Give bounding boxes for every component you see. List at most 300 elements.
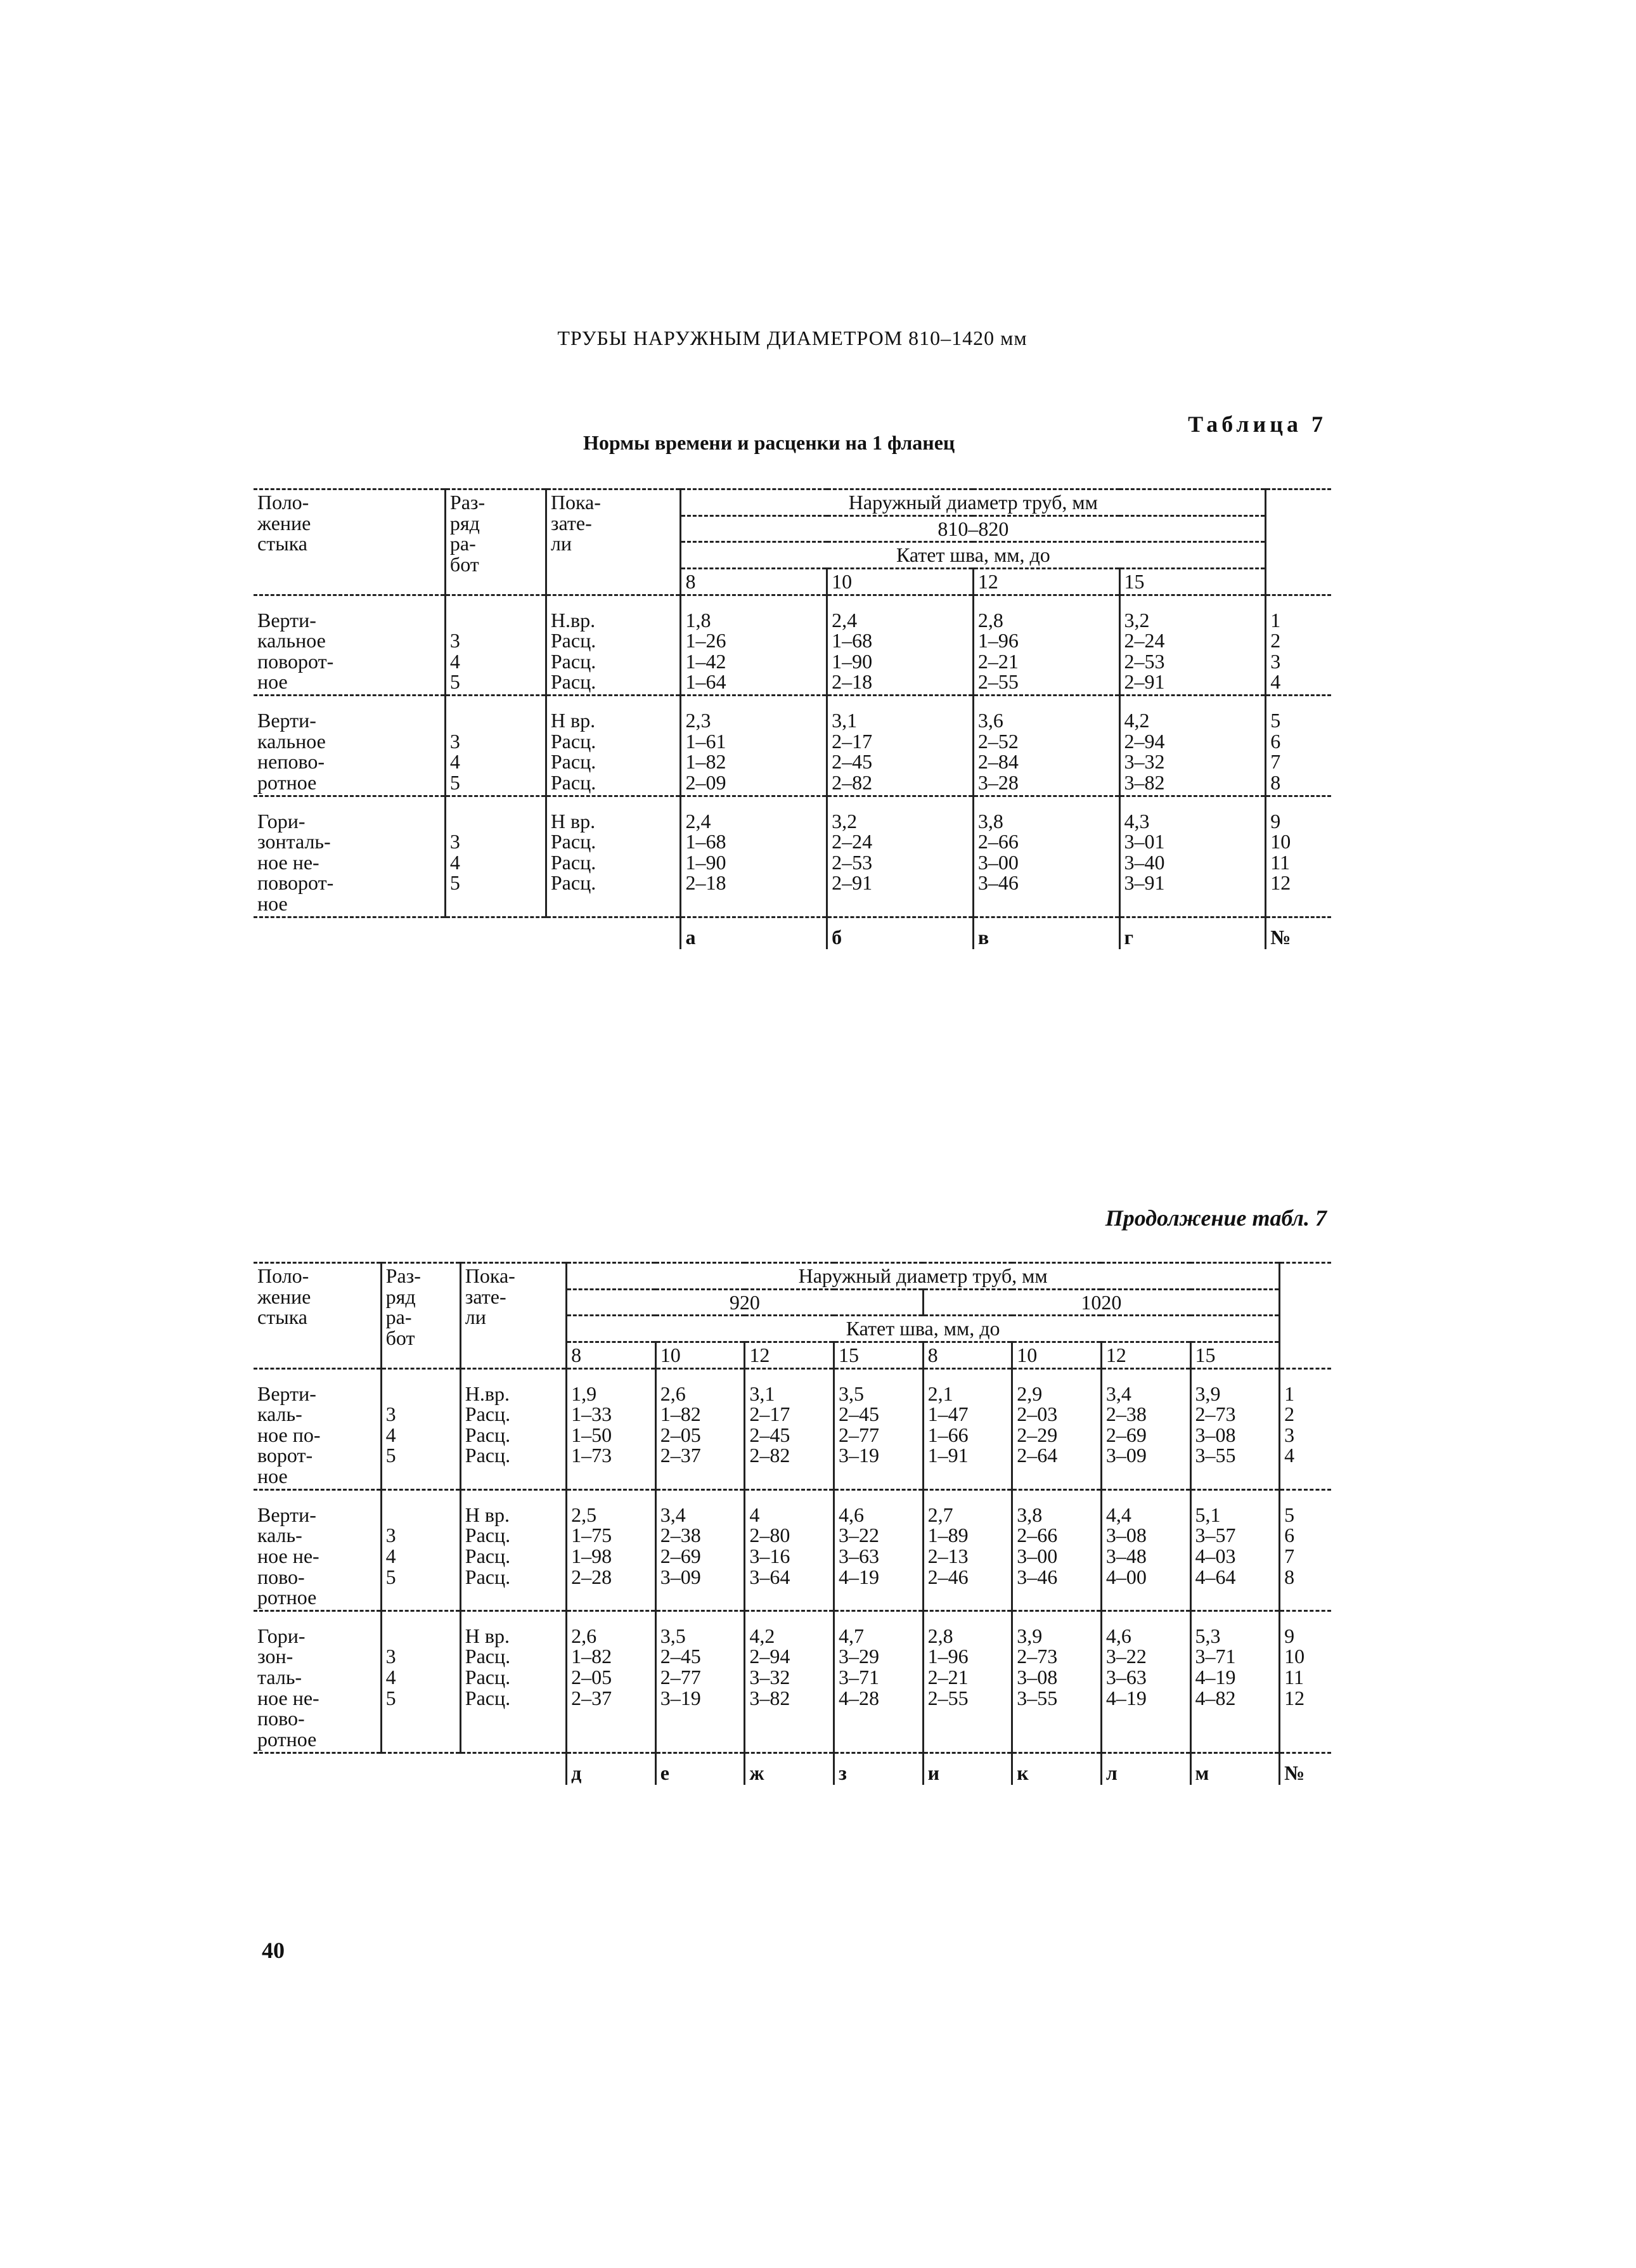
weld-size: 12 [745, 1342, 834, 1368]
value: 2–24 [832, 830, 873, 853]
group-position [254, 696, 445, 796]
value: 1–33 [571, 1403, 612, 1426]
value: 3–71 [839, 1666, 880, 1688]
value-cell [827, 696, 974, 796]
value: 3,4 [660, 1503, 686, 1526]
value: 2–17 [749, 1403, 790, 1426]
position-line: непово- [257, 750, 325, 774]
row-number: 6 [1270, 729, 1281, 753]
row-number: 11 [1270, 850, 1291, 874]
value: 1–90 [832, 649, 873, 673]
column-letter: и [923, 1753, 1012, 1785]
value: 1–90 [685, 850, 726, 874]
header-row [254, 489, 1331, 516]
value: 4–28 [839, 1686, 880, 1709]
continuation-label: Продолжение табл. 7 [1105, 1205, 1327, 1231]
value: 1–96 [977, 629, 1019, 652]
value: 3–08 [1195, 1423, 1236, 1446]
value: 4,7 [839, 1624, 865, 1647]
header-row [254, 1263, 1331, 1290]
value: 3–19 [839, 1444, 880, 1467]
grade-value: 3 [449, 729, 460, 753]
header-grade [381, 1263, 460, 1369]
row-numbers [1280, 1368, 1331, 1489]
header-diameter: 810–820 [681, 515, 1266, 542]
value: 2,8 [977, 608, 1003, 632]
value: 4,6 [1105, 1624, 1131, 1647]
header-indicators [460, 1263, 566, 1369]
grade-value [450, 610, 541, 631]
row-number: 3 [1284, 1423, 1295, 1446]
header-line: зате- [465, 1285, 506, 1308]
value: 3–22 [1105, 1645, 1147, 1668]
value: 3–09 [660, 1565, 701, 1588]
weld-size: 12 [973, 568, 1119, 595]
value: 2–28 [571, 1565, 612, 1588]
position-line: ротное [257, 1727, 317, 1751]
weld-size: 10 [827, 568, 974, 595]
grade-value [386, 1587, 456, 1608]
value: 2–55 [977, 670, 1019, 694]
indicator-label: Расц. [465, 1544, 511, 1567]
group-indicators [546, 595, 681, 696]
value-cell [655, 1610, 745, 1753]
row-number: 5 [1284, 1503, 1295, 1526]
value: 3,4 [1105, 1382, 1131, 1405]
row-number: 7 [1270, 750, 1281, 774]
header-line: ряд [449, 511, 480, 535]
value: 3,9 [1017, 1624, 1043, 1647]
column-letter: д [567, 1753, 656, 1785]
position-line: Верти- [257, 1503, 316, 1526]
value: 3–32 [1124, 750, 1165, 774]
value: 3–16 [749, 1544, 790, 1567]
footer-blank [460, 1753, 566, 1785]
grade-value [386, 1729, 456, 1750]
column-letter: л [1101, 1753, 1190, 1785]
value-cell [834, 1368, 924, 1489]
value-cell [834, 1489, 924, 1610]
value: 3–82 [749, 1686, 790, 1709]
row-number: 5 [1270, 709, 1281, 732]
value-cell [1012, 1368, 1102, 1489]
value: 4–82 [1195, 1686, 1236, 1709]
header-line: жение [257, 511, 311, 535]
indicator-label: Н вр. [550, 809, 596, 833]
value: 4–19 [1105, 1686, 1147, 1709]
grade-value [386, 1383, 456, 1404]
value: 4–64 [1195, 1565, 1236, 1588]
position-line: ное не- [257, 850, 319, 874]
value: 4–00 [1105, 1565, 1147, 1588]
norms-table-2 [254, 1262, 1331, 1785]
row-number: 9 [1270, 809, 1281, 833]
value: 2–69 [1105, 1423, 1147, 1446]
value: 2–37 [660, 1444, 701, 1467]
indicator-label: Расц. [550, 750, 596, 774]
value: 3–63 [839, 1544, 880, 1567]
value: 2–38 [1105, 1403, 1147, 1426]
indicator-label: Расц. [465, 1686, 511, 1709]
value: 3–22 [839, 1524, 880, 1547]
group-position [254, 1610, 381, 1753]
value: 3–40 [1124, 850, 1165, 874]
value: 1–82 [571, 1645, 612, 1668]
header-line: зате- [550, 511, 592, 535]
value: 2,7 [927, 1503, 953, 1526]
grade-value: 3 [449, 629, 460, 652]
grade-value: 4 [449, 850, 460, 874]
row-numbers [1280, 1610, 1331, 1753]
value: 3–91 [1124, 871, 1165, 895]
position-line: кальное [257, 729, 326, 753]
value: 1–75 [571, 1524, 612, 1547]
column-letter: ж [745, 1753, 834, 1785]
value-cell [923, 1368, 1012, 1489]
data-group-row [254, 796, 1331, 917]
value: 1–98 [571, 1544, 612, 1567]
weld-size: 8 [567, 1342, 656, 1368]
header-line: Пока- [550, 491, 601, 514]
position-line: поворот- [257, 649, 334, 673]
position-line: ное не- [257, 1544, 319, 1567]
value: 1–89 [927, 1524, 969, 1547]
value: 3,5 [839, 1382, 865, 1405]
value: 3,1 [749, 1382, 775, 1405]
indicator-label: Н.вр. [550, 608, 596, 632]
row-number: 12 [1284, 1686, 1305, 1709]
grade-value: 4 [449, 649, 460, 673]
footer-blank [381, 1753, 460, 1785]
value: 3–19 [660, 1686, 701, 1709]
value: 3,6 [977, 709, 1003, 732]
value: 2–05 [571, 1666, 612, 1688]
position-line: Верти- [257, 1382, 316, 1405]
header-line: бот [449, 552, 479, 576]
value: 2–45 [839, 1403, 880, 1426]
header-weld-leg: Катет шва, мм, до [681, 542, 1266, 569]
position-line: каль- [257, 1524, 302, 1547]
value: 2,9 [1017, 1382, 1043, 1405]
value: 3,9 [1195, 1382, 1221, 1405]
value: 2–73 [1017, 1645, 1058, 1668]
grade-value: 5 [449, 871, 460, 895]
value: 3–08 [1105, 1524, 1147, 1547]
indicator-label: Расц. [550, 649, 596, 673]
value: 2–77 [660, 1666, 701, 1688]
value-cell [1012, 1489, 1102, 1610]
value: 3–64 [749, 1565, 790, 1588]
row-number: 12 [1270, 871, 1291, 895]
value: 2–05 [660, 1423, 701, 1446]
value: 4,4 [1105, 1503, 1131, 1526]
header-line: Пока- [465, 1264, 515, 1287]
value: 2–13 [927, 1544, 969, 1567]
grade-value: 5 [449, 670, 460, 694]
value-cell [1119, 696, 1266, 796]
group-grades [381, 1489, 460, 1610]
value: 1–50 [571, 1423, 612, 1446]
value-cell [567, 1368, 656, 1489]
indicator-label: Расц. [550, 770, 596, 794]
value-cell [567, 1610, 656, 1753]
position-line: ное по- [257, 1423, 321, 1446]
row-numbers [1266, 696, 1331, 796]
value: 2–53 [832, 850, 873, 874]
group-position [254, 1489, 381, 1610]
header-line: жение [257, 1285, 311, 1308]
group-indicators [460, 1489, 566, 1610]
column-letters-row [254, 1753, 1331, 1785]
indicator-label: Н.вр. [465, 1382, 510, 1405]
header-blank [1266, 489, 1331, 595]
value: 2,6 [660, 1382, 686, 1405]
weld-size: 10 [1012, 1342, 1102, 1368]
value: 1–42 [685, 649, 726, 673]
value: 1–82 [685, 750, 726, 774]
grade-value [450, 893, 541, 914]
value: 3–48 [1105, 1544, 1147, 1567]
value: 3,8 [1017, 1503, 1043, 1526]
value: 2–73 [1195, 1403, 1236, 1426]
column-letter: б [827, 917, 974, 949]
value: 4 [749, 1503, 760, 1526]
value: 2–69 [660, 1544, 701, 1567]
column-letter: м [1190, 1753, 1280, 1785]
header-outer-diameter: Наружный диаметр труб, мм [567, 1263, 1280, 1290]
weld-size: 10 [655, 1342, 745, 1368]
column-letter: № [1270, 925, 1291, 949]
position-line: ное [257, 670, 288, 694]
value: 2–53 [1124, 649, 1165, 673]
data-group-row [254, 1489, 1331, 1610]
indicator-label: Н вр. [465, 1624, 510, 1647]
header-position [254, 1263, 381, 1369]
value: 4,6 [839, 1503, 865, 1526]
norms-table-1 [254, 488, 1331, 949]
value: 2,4 [832, 608, 858, 632]
header-outer-diameter: Наружный диаметр труб, мм [681, 489, 1266, 516]
value: 2–91 [1124, 670, 1165, 694]
weld-size: 15 [1190, 1342, 1280, 1368]
value: 3–00 [977, 850, 1019, 874]
position-line: каль- [257, 1403, 302, 1426]
weld-size: 12 [1101, 1342, 1190, 1368]
value-cell [745, 1610, 834, 1753]
value-cell [655, 1489, 745, 1610]
row-number: 6 [1284, 1524, 1295, 1547]
header-line: стыка [257, 1306, 307, 1329]
value: 3–55 [1017, 1686, 1058, 1709]
value: 3–01 [1124, 830, 1165, 853]
value: 2–94 [1124, 729, 1165, 753]
value: 3–00 [1017, 1544, 1058, 1567]
group-indicators [546, 696, 681, 796]
grade-value: 3 [385, 1524, 396, 1547]
grade-value: 4 [449, 750, 460, 774]
header-line: Раз- [385, 1264, 421, 1287]
column-letters-row [254, 917, 1331, 949]
position-line: Верти- [257, 709, 316, 732]
row-number: 2 [1284, 1403, 1295, 1426]
indicator-label: Расц. [465, 1666, 511, 1688]
value: 2–91 [832, 871, 873, 895]
value-cell [681, 796, 827, 917]
column-letter: № [1284, 1761, 1305, 1784]
value: 2–24 [1124, 629, 1165, 652]
page-number: 40 [262, 1938, 285, 1963]
value: 2–03 [1017, 1403, 1058, 1426]
value-cell [1190, 1368, 1280, 1489]
value: 4–19 [839, 1565, 880, 1588]
header-line: бот [385, 1326, 415, 1349]
grade-value: 5 [385, 1444, 396, 1467]
row-numbers [1280, 1489, 1331, 1610]
grade-value [450, 710, 541, 731]
position-line: пово- [257, 1565, 305, 1588]
group-grades [381, 1368, 460, 1489]
value-cell [973, 796, 1119, 917]
indicator-label: Расц. [550, 871, 596, 895]
weld-size: 15 [1119, 568, 1266, 595]
grade-value: 5 [449, 770, 460, 794]
position-line: таль- [257, 1666, 302, 1688]
value: 4,2 [1124, 709, 1150, 732]
footer-blank [254, 1753, 381, 1785]
grade-value: 3 [449, 830, 460, 853]
value: 2–52 [977, 729, 1019, 753]
value-cell [973, 595, 1119, 696]
header-blank [1280, 1263, 1331, 1369]
group-position [254, 796, 445, 917]
value-cell [1190, 1489, 1280, 1610]
header-weld-leg: Катет шва, мм, до [567, 1316, 1280, 1342]
value: 1–66 [927, 1423, 969, 1446]
value-cell [745, 1368, 834, 1489]
row-number: 1 [1270, 608, 1281, 632]
value: 2–77 [839, 1423, 880, 1446]
data-group-row [254, 595, 1331, 696]
indicator-label: Расц. [465, 1444, 511, 1467]
value: 1–96 [927, 1645, 969, 1668]
value: 2–94 [749, 1645, 790, 1668]
value: 2–21 [977, 649, 1019, 673]
position-line: зон- [257, 1645, 293, 1668]
value: 2–84 [977, 750, 1019, 774]
row-number: 10 [1284, 1645, 1305, 1668]
group-grades [445, 796, 546, 917]
header-indicators [546, 489, 681, 595]
row-number: 2 [1270, 629, 1281, 652]
value: 3,8 [977, 809, 1003, 833]
value: 2–09 [685, 770, 726, 794]
row-number: 1 [1284, 1382, 1295, 1405]
indicator-label: Расц. [550, 830, 596, 853]
indicator-label: Н вр. [550, 709, 596, 732]
indicator-label: Расц. [465, 1565, 511, 1588]
data-group-row [254, 1368, 1331, 1489]
value: 2,5 [571, 1503, 597, 1526]
weld-size: 8 [681, 568, 827, 595]
indicator-label: Расц. [550, 670, 596, 694]
row-number: 7 [1284, 1544, 1295, 1567]
header-diameter: 920 [567, 1289, 924, 1316]
group-grades [445, 696, 546, 796]
column-letter: з [834, 1753, 924, 1785]
column-letter: в [973, 917, 1119, 949]
value: 3–29 [839, 1645, 880, 1668]
value: 3–55 [1195, 1444, 1236, 1467]
value: 1–73 [571, 1444, 612, 1467]
grade-value: 3 [385, 1403, 396, 1426]
position-line: пово- [257, 1707, 305, 1730]
column-letter: к [1012, 1753, 1102, 1785]
value: 2–45 [832, 750, 873, 774]
position-line: поворот- [257, 871, 334, 895]
row-numbers [1266, 595, 1331, 696]
value-cell [923, 1610, 1012, 1753]
indicator-label: Расц. [465, 1403, 511, 1426]
header-line: ли [550, 532, 572, 555]
grade-value [386, 1466, 456, 1487]
value-cell [1101, 1368, 1190, 1489]
value-cell [1101, 1610, 1190, 1753]
value: 3–28 [977, 770, 1019, 794]
value-cell [1190, 1610, 1280, 1753]
value: 1,8 [685, 608, 711, 632]
value-cell [973, 696, 1119, 796]
header-line: ра- [449, 532, 476, 555]
value: 3–08 [1017, 1666, 1058, 1688]
row-number: 10 [1270, 830, 1291, 853]
value: 1–64 [685, 670, 726, 694]
position-line: ротное [257, 770, 317, 794]
value: 2–66 [1017, 1524, 1058, 1547]
grade-value: 4 [385, 1666, 396, 1688]
value-cell [834, 1610, 924, 1753]
value: 3–46 [1017, 1565, 1058, 1588]
value: 3,2 [832, 809, 858, 833]
position-line: ворот- [257, 1444, 313, 1467]
value: 2–46 [927, 1565, 969, 1588]
row-number: 4 [1270, 670, 1281, 694]
value: 5,3 [1195, 1624, 1221, 1647]
value: 3–32 [749, 1666, 790, 1688]
value-cell [1012, 1610, 1102, 1753]
value: 2–21 [927, 1666, 969, 1688]
row-number: 4 [1284, 1444, 1295, 1467]
header-line: Поло- [257, 1264, 309, 1287]
value: 2–18 [832, 670, 873, 694]
value: 2–37 [571, 1686, 612, 1709]
value: 2–64 [1017, 1444, 1058, 1467]
value: 2–45 [660, 1645, 701, 1668]
position-line: ное не- [257, 1686, 319, 1709]
value: 2–29 [1017, 1423, 1058, 1446]
group-indicators [546, 796, 681, 917]
row-number: 8 [1270, 770, 1281, 794]
indicator-label: Расц. [465, 1645, 511, 1668]
value: 5,1 [1195, 1503, 1221, 1526]
value: 2–18 [685, 871, 726, 895]
position-line: Гори- [257, 1624, 306, 1647]
value-cell [827, 796, 974, 917]
value-cell [745, 1489, 834, 1610]
row-number: 11 [1284, 1666, 1304, 1688]
value: 3–46 [977, 871, 1019, 895]
grade-value: 5 [385, 1565, 396, 1588]
value: 2,3 [685, 709, 711, 732]
